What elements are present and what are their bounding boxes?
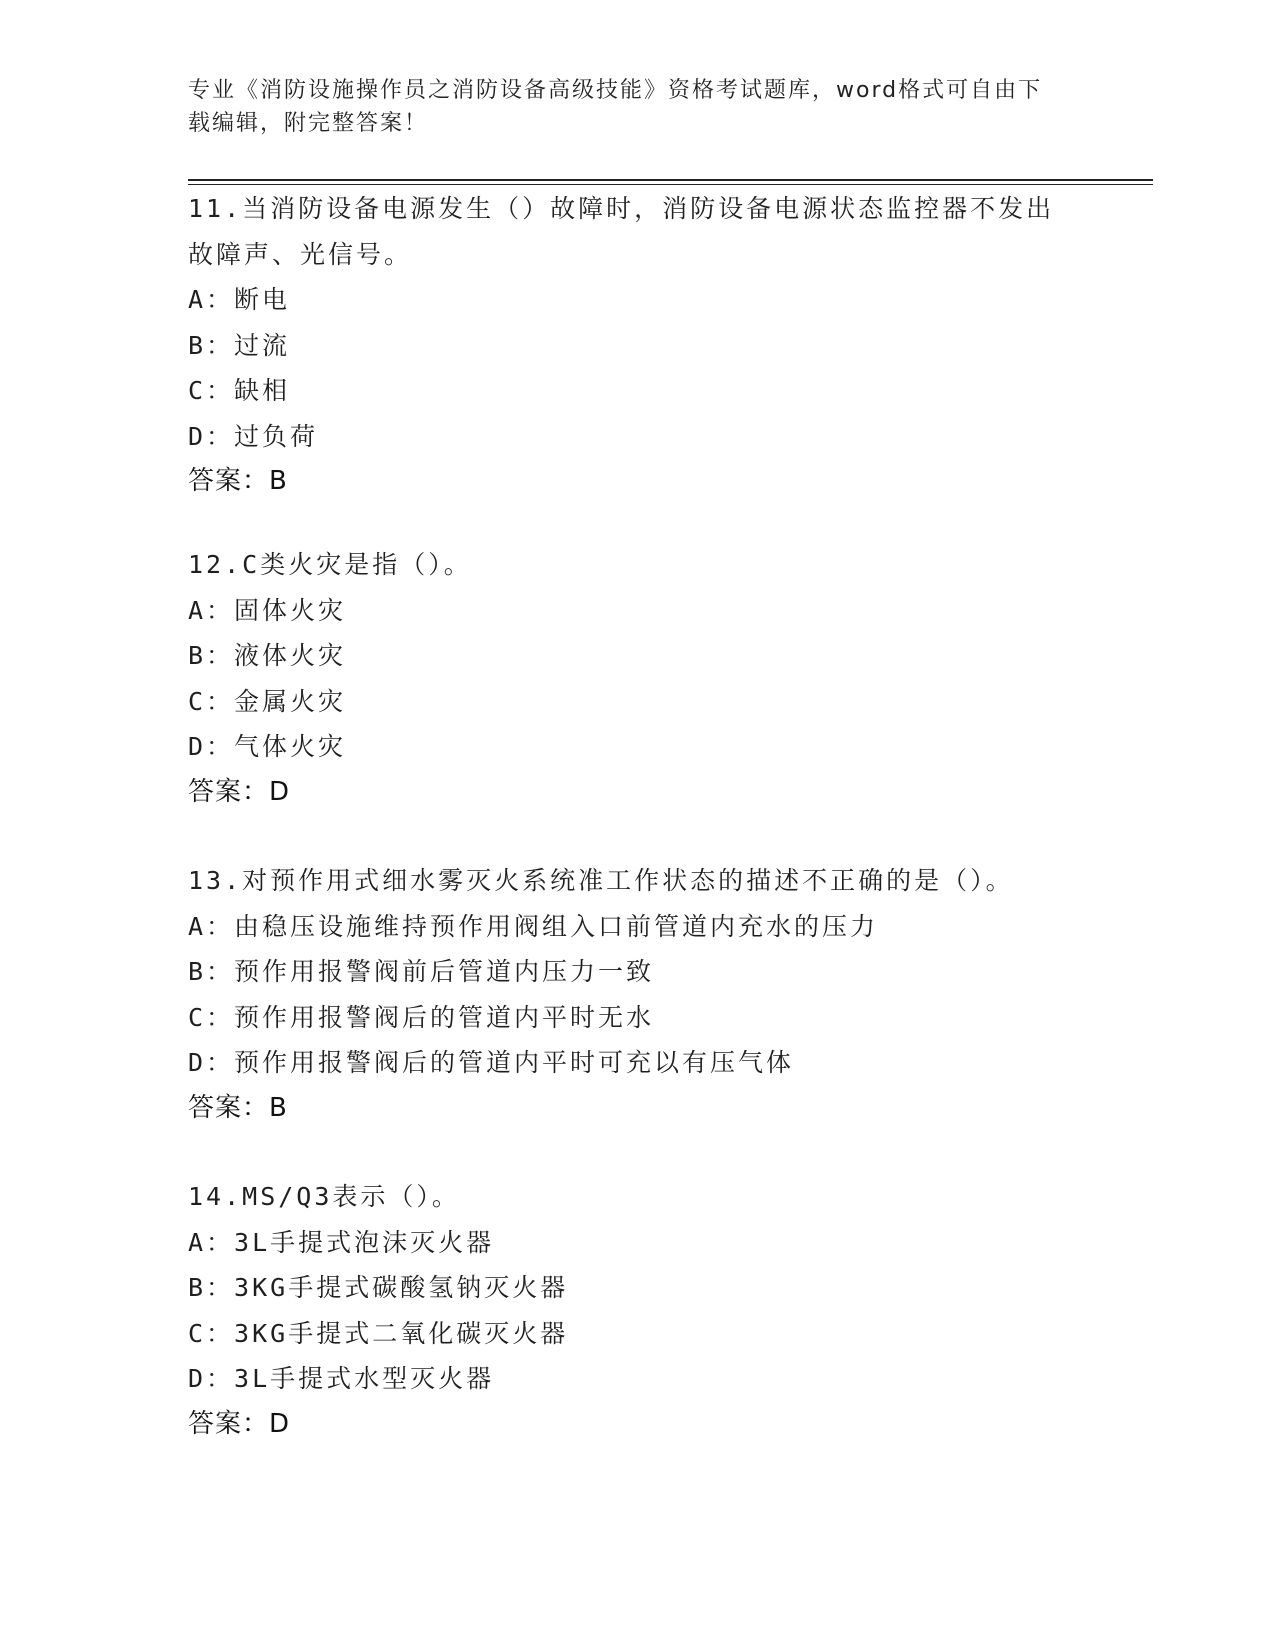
option-a: A：3L手提式泡沫灭火器 (188, 1227, 495, 1257)
question-stem-line: 故障声、光信号。 (188, 239, 413, 269)
option-b: B：过流 (188, 330, 291, 360)
option-c: C：预作用报警阀后的管道内平时无水 (188, 1002, 655, 1032)
header-divider-thick (188, 179, 1153, 181)
option-c: C：缺相 (188, 376, 291, 405)
option-d: D：3L手提式水型灭火器 (188, 1364, 495, 1393)
option-a: A：断电 (188, 285, 291, 314)
answer-line: 答案：B (188, 466, 288, 496)
question-stem-line: 14.MS/Q3表示（）。 (188, 1182, 460, 1211)
option-b: B：液体火灾 (188, 641, 347, 670)
question-12 (188, 542, 1088, 815)
question-13 (188, 858, 1088, 1131)
question-stem-line: 11.当消防设备电源发生（）故障时，消防设备电源状态监控器不发出 (188, 194, 1055, 223)
header-divider-thin (188, 184, 1153, 185)
answer-line: 答案：B (188, 1092, 288, 1123)
question-11 (188, 186, 1088, 505)
question-14 (188, 1174, 1088, 1447)
option-b: B：3KG手提式碳酸氢钠灭火器 (188, 1273, 569, 1302)
document-header (188, 74, 1088, 140)
option-d: D：过负荷 (188, 421, 319, 451)
question-stem-line: 12.C类火灾是指（）。 (188, 550, 472, 579)
option-b: B：预作用报警阀前后管道内压力一致 (188, 957, 655, 986)
answer-line: 答案：D (188, 776, 291, 807)
option-c: C：3KG手提式二氧化碳灭火器 (188, 1318, 569, 1348)
option-a: A：由稳压设施维持预作用阀组入口前管道内充水的压力 (188, 911, 879, 941)
option-d: D：预作用报警阀后的管道内平时可充以有压气体 (188, 1048, 795, 1077)
option-c: C：金属火灾 (188, 686, 347, 716)
header-line-2: 载编辑，附完整答案！ (188, 111, 429, 136)
option-d: D：气体火灾 (188, 732, 347, 761)
header-line-1: 专业《消防设施操作员之消防设备高级技能》资格考试题库，word格式可自由下 (188, 78, 1043, 103)
answer-line: 答案：D (188, 1408, 291, 1439)
question-stem-line: 13.对预作用式细水雾灭火系统准工作状态的描述不正确的是（）。 (188, 866, 1014, 895)
option-a: A：固体火灾 (188, 595, 347, 625)
